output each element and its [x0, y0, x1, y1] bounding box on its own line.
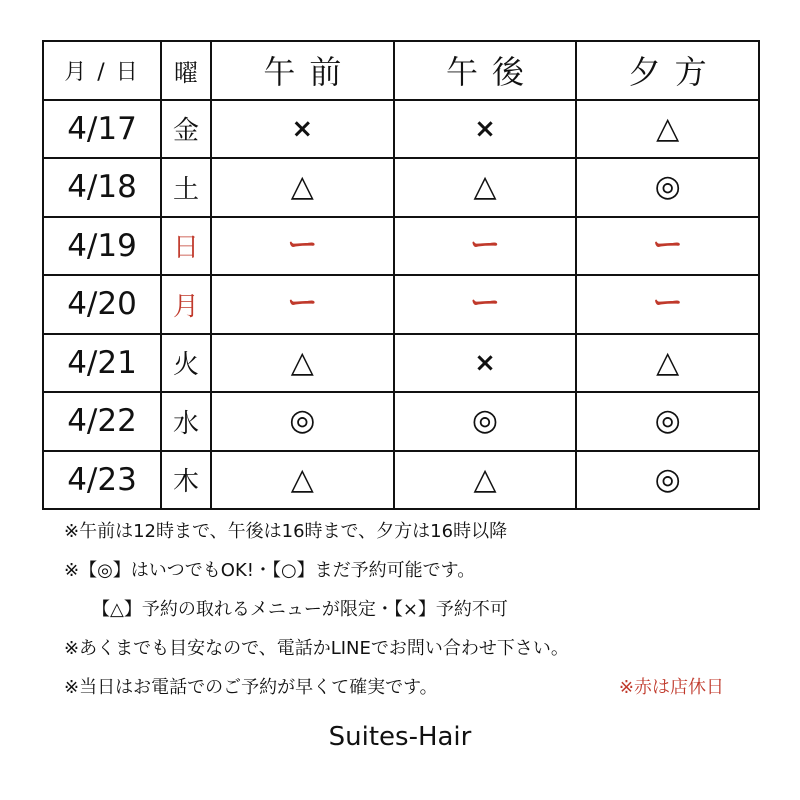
availability-evening: △ — [576, 334, 759, 393]
row-date: 4/22 — [43, 392, 161, 451]
schedule-row — [43, 217, 759, 276]
availability-afternoon: × — [394, 334, 577, 393]
schedule-rows — [43, 100, 759, 510]
row-day: 金 — [161, 100, 211, 159]
header-row — [43, 41, 759, 100]
schedule-row — [43, 334, 759, 393]
row-day: 日 — [161, 217, 211, 276]
availability-evening: △ — [576, 100, 759, 159]
header-evening: 夕方 — [576, 41, 759, 100]
note-legend-limited: 【△】予約の取れるメニューが限定・【×】予約不可 — [92, 599, 508, 620]
notes — [64, 512, 764, 707]
row-day: 月 — [161, 275, 211, 334]
availability-morning: △ — [211, 158, 394, 217]
row-day: 土 — [161, 158, 211, 217]
brand-name: Suites-Hair — [328, 722, 472, 752]
row-date: 4/20 — [43, 275, 161, 334]
availability-evening: ◎ — [576, 392, 759, 451]
schedule-row — [43, 392, 759, 451]
header-afternoon: 午後 — [394, 41, 577, 100]
row-date: 4/21 — [43, 334, 161, 393]
row-day: 火 — [161, 334, 211, 393]
note-legend-ok: ※【◎】はいつでもOK!・【○】まだ予約可能です。 — [64, 560, 476, 581]
row-date: 4/18 — [43, 158, 161, 217]
row-day: 木 — [161, 451, 211, 510]
availability-afternoon: ー — [394, 217, 577, 276]
availability-evening: ー — [576, 217, 759, 276]
schedule-row — [43, 451, 759, 510]
availability-morning: ー — [211, 275, 394, 334]
row-date: 4/17 — [43, 100, 161, 159]
availability-morning: × — [211, 100, 394, 159]
availability-morning: △ — [211, 334, 394, 393]
row-date: 4/19 — [43, 217, 161, 276]
availability-afternoon: △ — [394, 451, 577, 510]
row-day: 水 — [161, 392, 211, 451]
availability-evening: ◎ — [576, 158, 759, 217]
availability-evening: ー — [576, 275, 759, 334]
availability-morning: ー — [211, 217, 394, 276]
note-closed-day: ※赤は店休日 — [618, 677, 724, 698]
availability-morning: △ — [211, 451, 394, 510]
availability-evening: ◎ — [576, 451, 759, 510]
schedule-row — [43, 100, 759, 159]
row-date: 4/23 — [43, 451, 161, 510]
note-hours: ※午前は12時まで、午後は16時まで、夕方は16時以降 — [64, 521, 508, 542]
schedule-row — [43, 158, 759, 217]
schedule-row — [43, 275, 759, 334]
availability-morning: ◎ — [211, 392, 394, 451]
header-date: 月 / 日 — [43, 41, 161, 100]
schedule-table — [42, 40, 760, 510]
availability-afternoon: ー — [394, 275, 577, 334]
availability-afternoon: × — [394, 100, 577, 159]
header-day: 曜 — [161, 41, 211, 100]
header-morning: 午前 — [211, 41, 394, 100]
note-contact: ※あくまでも目安なので、電話かLINEでお問い合わせ下さい。 — [64, 638, 569, 659]
availability-afternoon: △ — [394, 158, 577, 217]
note-same-day-text: ※当日はお電話でのご予約が早くて確実です。 — [64, 677, 438, 698]
note-same-day — [64, 668, 764, 707]
availability-afternoon: ◎ — [394, 392, 577, 451]
